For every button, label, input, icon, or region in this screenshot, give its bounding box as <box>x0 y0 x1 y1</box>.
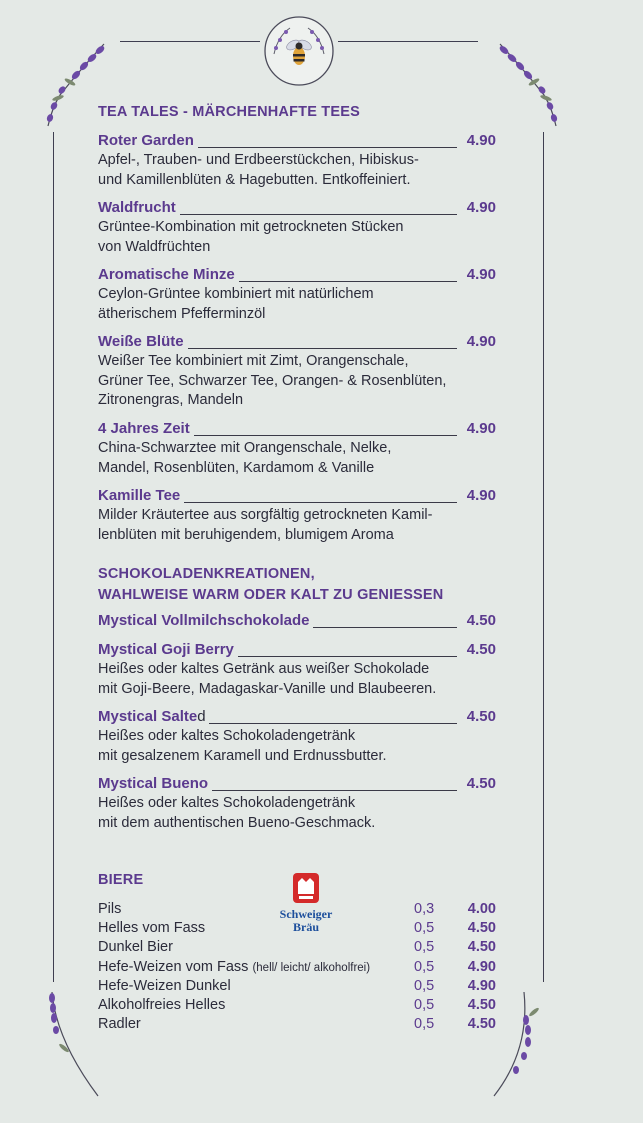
menu-item-description: und Kamillenblüten & Hagebutten. Entkoffeiniert. <box>98 171 411 188</box>
menu-item-description: Weißer Tee kombiniert mit Zimt, Orangenschale, <box>98 353 409 369</box>
menu-item <box>98 707 496 766</box>
menu-item-description: Mandel, Rosenblüten, Kardamom & Vanille <box>98 459 375 476</box>
beer-size: 0,3 <box>414 901 435 917</box>
menu-item-header <box>98 640 496 660</box>
beer-name-cell <box>98 958 370 978</box>
beer-row <box>98 958 496 977</box>
menu-item <box>98 640 496 699</box>
menu-item <box>98 131 496 190</box>
frame-line-top-right <box>338 41 478 42</box>
leader-line <box>198 147 457 148</box>
menu-item-description: mit dem authentischen Bueno-Geschmack. <box>98 814 376 831</box>
leader-line <box>238 656 457 657</box>
beer-price: 4.50 <box>467 939 496 956</box>
leader-line <box>194 435 457 436</box>
leader-line <box>180 214 457 215</box>
beer-price: 4.90 <box>467 958 496 975</box>
beer-row <box>98 900 496 919</box>
menu-item-description: lenblüten mit beruhigendem, blumigem Aroma <box>98 526 394 543</box>
beer-row <box>98 996 496 1015</box>
menu-item-header <box>98 131 496 151</box>
menu-item-description: Heißes oder kaltes Schokoladengetränk <box>98 728 356 744</box>
beer-note: (hell/ leicht/ alkoholfrei) <box>252 961 371 974</box>
logo-text-line2: Bräu <box>292 920 319 934</box>
menu-item-name: Aromatische Minze <box>98 266 235 283</box>
menu-item <box>98 774 496 833</box>
beer-size: 0,5 <box>414 939 435 956</box>
menu-item-name-tail: d <box>197 708 206 725</box>
menu-item-price: 4.90 <box>466 132 496 149</box>
menu-item-price: 4.50 <box>466 641 496 658</box>
beer-price: 4.50 <box>467 1016 496 1033</box>
beer-name: Hefe-Weizen vom Fass <box>98 958 253 975</box>
menu-item-name: Waldfrucht <box>98 199 176 216</box>
leader-line <box>239 281 457 282</box>
menu-item-name: Mystical Goji Berry <box>98 641 234 658</box>
menu-item-header <box>98 419 496 439</box>
leader-line <box>188 348 457 349</box>
menu-item-description: China-Schwarztee mit Orangenschale, Nelke, <box>98 440 392 456</box>
menu-item-price: 4.90 <box>466 333 496 350</box>
beer-size: 0,5 <box>414 1016 435 1033</box>
frame-line-right <box>543 132 544 982</box>
menu-item-description: mit gesalzenem Karamell und Erdnussbutter. <box>98 747 387 764</box>
beer-name-cell <box>98 1015 141 1034</box>
menu-item-name: Mystical Vollmilchschokolade <box>98 612 310 629</box>
beer-row <box>98 977 496 996</box>
beer-name-cell <box>98 919 205 938</box>
beer-name-cell <box>98 900 121 919</box>
frame-line-left <box>53 132 54 982</box>
menu-item <box>98 265 496 324</box>
menu-item-description: Milder Kräutertee aus sorgfältig getrockneten Kamil- <box>98 507 433 523</box>
menu-item-name: Weiße Blüte <box>98 333 184 350</box>
menu-item-description: Heißes oder kaltes Schokoladengetränk <box>98 795 356 811</box>
leader-line <box>313 627 457 628</box>
beer-size: 0,5 <box>414 977 435 994</box>
menu-item <box>98 611 496 631</box>
lavender-sprig-icon <box>490 40 565 130</box>
menu-item-description: Apfel-, Trauben- und Erdbeerstückchen, Hibiskus- <box>98 152 419 168</box>
menu-item-header <box>98 265 496 285</box>
menu-item-name: Mystical Bueno <box>98 775 209 792</box>
beer-name: Helles vom Fass <box>98 920 206 937</box>
bee-emblem-icon <box>262 14 336 88</box>
chocolate-title-line1: SCHOKOLADENKREATIONEN, <box>98 566 315 582</box>
beer-name: Radler <box>98 1016 141 1033</box>
leader-line <box>209 723 457 724</box>
menu-item-description: Zitronengras, Mandeln <box>98 392 244 408</box>
menu-item-price: 4.50 <box>466 775 496 792</box>
beer-name: Dunkel Bier <box>98 939 173 956</box>
menu-item-header <box>98 198 496 218</box>
beer-size: 0,5 <box>414 920 435 937</box>
beer-price: 4.50 <box>467 997 496 1013</box>
beer-row <box>98 1015 496 1034</box>
menu-item <box>98 332 496 411</box>
menu-item-price: 4.50 <box>466 612 496 629</box>
beer-name: Pils <box>98 901 122 917</box>
beer-size: 0,5 <box>414 958 435 975</box>
logo-text-line1: Schweiger <box>279 907 333 921</box>
tea-section-title: TEA TALES - MÄRCHENHAFTE TEES <box>98 104 360 120</box>
menu-item-name: Kamille Tee <box>98 487 181 504</box>
leader-line <box>184 502 457 503</box>
menu-item-price: 4.90 <box>466 199 496 216</box>
beer-name-cell <box>98 938 173 957</box>
menu-item <box>98 419 496 478</box>
beer-row <box>98 919 496 938</box>
menu-item-name: 4 Jahres Zeit <box>98 420 190 437</box>
menu-item-header <box>98 486 496 506</box>
menu-item-description: ätherischem Pfefferminzöl <box>98 305 266 322</box>
beer-size: 0,5 <box>414 997 435 1013</box>
menu-item-name: Mystical Salte <box>98 708 198 725</box>
beer-price: 4.50 <box>467 920 496 937</box>
chocolate-section-title <box>98 564 443 606</box>
menu-item-header <box>98 774 496 794</box>
menu-item-price: 4.90 <box>466 487 496 504</box>
menu-item <box>98 198 496 257</box>
menu-item-header <box>98 707 496 727</box>
menu-item-description: mit Goji-Beere, Madagaskar-Vanille und Blaubeeren. <box>98 680 437 697</box>
beer-price: 4.90 <box>467 977 496 994</box>
beer-row <box>98 938 496 957</box>
menu-item-header <box>98 332 496 352</box>
beer-price: 4.00 <box>467 901 496 917</box>
leader-line <box>212 790 457 791</box>
beer-name: Hefe-Weizen Dunkel <box>98 977 231 994</box>
menu-item-description: von Waldfrüchten <box>98 238 211 255</box>
menu-item-description: Ceylon-Grüntee kombiniert mit natürlichem <box>98 286 374 302</box>
lavender-sprig-icon <box>490 990 560 1100</box>
menu-item-price: 4.90 <box>466 266 496 283</box>
beer-name-cell <box>98 996 225 1015</box>
menu-item-name: Roter Garden <box>98 132 194 149</box>
menu-item-price: 4.90 <box>466 420 496 437</box>
menu-item-description: Grüner Tee, Schwarzer Tee, Orangen- & Rosenblüten, <box>98 372 447 389</box>
beer-name: Alkoholfreies Helles <box>98 997 226 1013</box>
menu-item-description: Heißes oder kaltes Getränk aus weißer Schokolade <box>98 661 430 677</box>
frame-line-top-left <box>120 41 260 42</box>
beer-name-cell <box>98 977 231 996</box>
menu-item-price: 4.50 <box>466 708 496 725</box>
menu-item-header <box>98 611 496 631</box>
menu-item-description: Grüntee-Kombination mit getrockneten Stücken <box>98 219 404 235</box>
chocolate-title-line2: WAHLWEISE WARM ODER KALT ZU GENIESSEN <box>98 587 444 603</box>
menu-item <box>98 486 496 545</box>
beer-section-title: BIERE <box>98 872 144 888</box>
